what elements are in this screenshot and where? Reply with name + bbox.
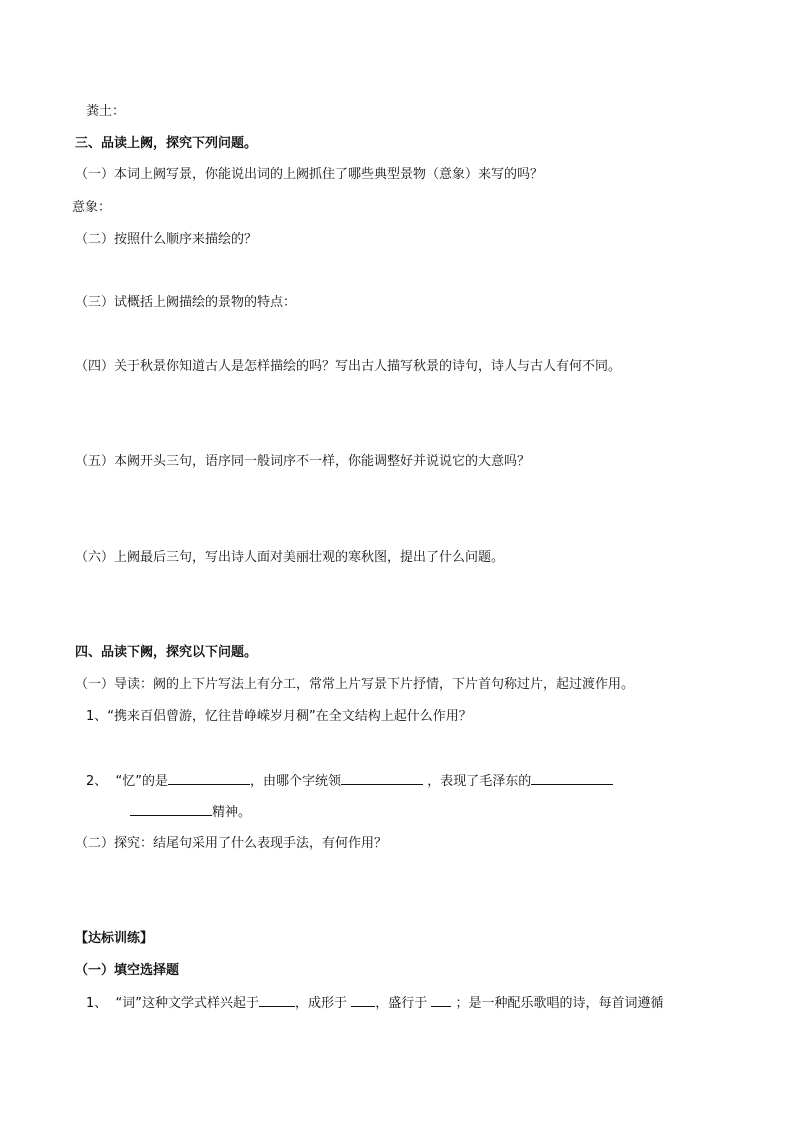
practice-subheading: （一）填空选择题 [75, 963, 180, 978]
lower-item-2-cont [130, 803, 251, 822]
item-text: ，成形于 [295, 996, 348, 1011]
fill-blank[interactable] [168, 772, 250, 785]
explore-text: （二）探究：结尾句采用了什么表现手法，有何作用？ [75, 836, 388, 851]
section-4-heading: 四、品读下阙，探究以下问题。 [75, 645, 258, 660]
fentu-label: 粪土： [86, 104, 126, 119]
fill-blank[interactable] [531, 772, 613, 785]
item-text: “词”这种文学式样兴起于 [115, 996, 260, 1011]
question-6: （六）上阙最后三句，写出诗人面对美丽壮观的寒秋图，提出了什么问题。 [75, 550, 505, 565]
item-text: 精神。 [212, 805, 252, 820]
yixiang-label: 意象： [72, 200, 112, 215]
lower-item-1: 1、“携来百侣曾游，忆往昔峥嵘岁月稠”在全文结构上起什么作用？ [86, 709, 472, 724]
section-3-heading: 三、品读上阙，探究下列问题。 [75, 136, 258, 151]
lower-item-2 [86, 772, 613, 791]
item-text: ，盛行于 [375, 996, 428, 1011]
fill-blank[interactable] [351, 994, 375, 1007]
fill-blank[interactable] [130, 803, 212, 816]
question-1: （一）本词上阙写景，你能说出词的上阙抓住了哪些典型景物（意象）来写的吗？ [75, 167, 544, 182]
question-5: （五）本阙开头三句，语序同一般词序不一样，你能调整好并说说它的大意吗？ [75, 454, 531, 469]
question-4: （四）关于秋景你知道古人是怎样描绘的吗？写出古人描写秋景的诗句，诗人与古人有何不同。 [75, 359, 622, 374]
question-3: （三）试概括上阙描绘的景物的特点： [75, 295, 297, 310]
item-text: ，由哪个字统领 [250, 774, 342, 789]
item-number: 2、 [86, 774, 108, 789]
item-text: “忆”的是 [115, 774, 169, 789]
item-text: ；是一种配乐歌唱的诗，每首词遵循 [455, 996, 664, 1011]
practice-item-1 [86, 994, 664, 1013]
guide-text: （一）导读：阙的上下片写法上有分工，常常上片写景下片抒情，下片首句称过片，起过渡作用。 [75, 677, 635, 692]
question-2: （二）按照什么顺序来描绘的？ [75, 232, 258, 247]
practice-heading: 【达标训练】 [75, 931, 154, 946]
item-text: ，表现了毛泽东的 [427, 774, 532, 789]
fill-blank[interactable] [431, 994, 451, 1007]
fill-blank[interactable] [259, 994, 295, 1007]
item-number: 1、 [86, 996, 108, 1011]
fill-blank[interactable] [341, 772, 423, 785]
